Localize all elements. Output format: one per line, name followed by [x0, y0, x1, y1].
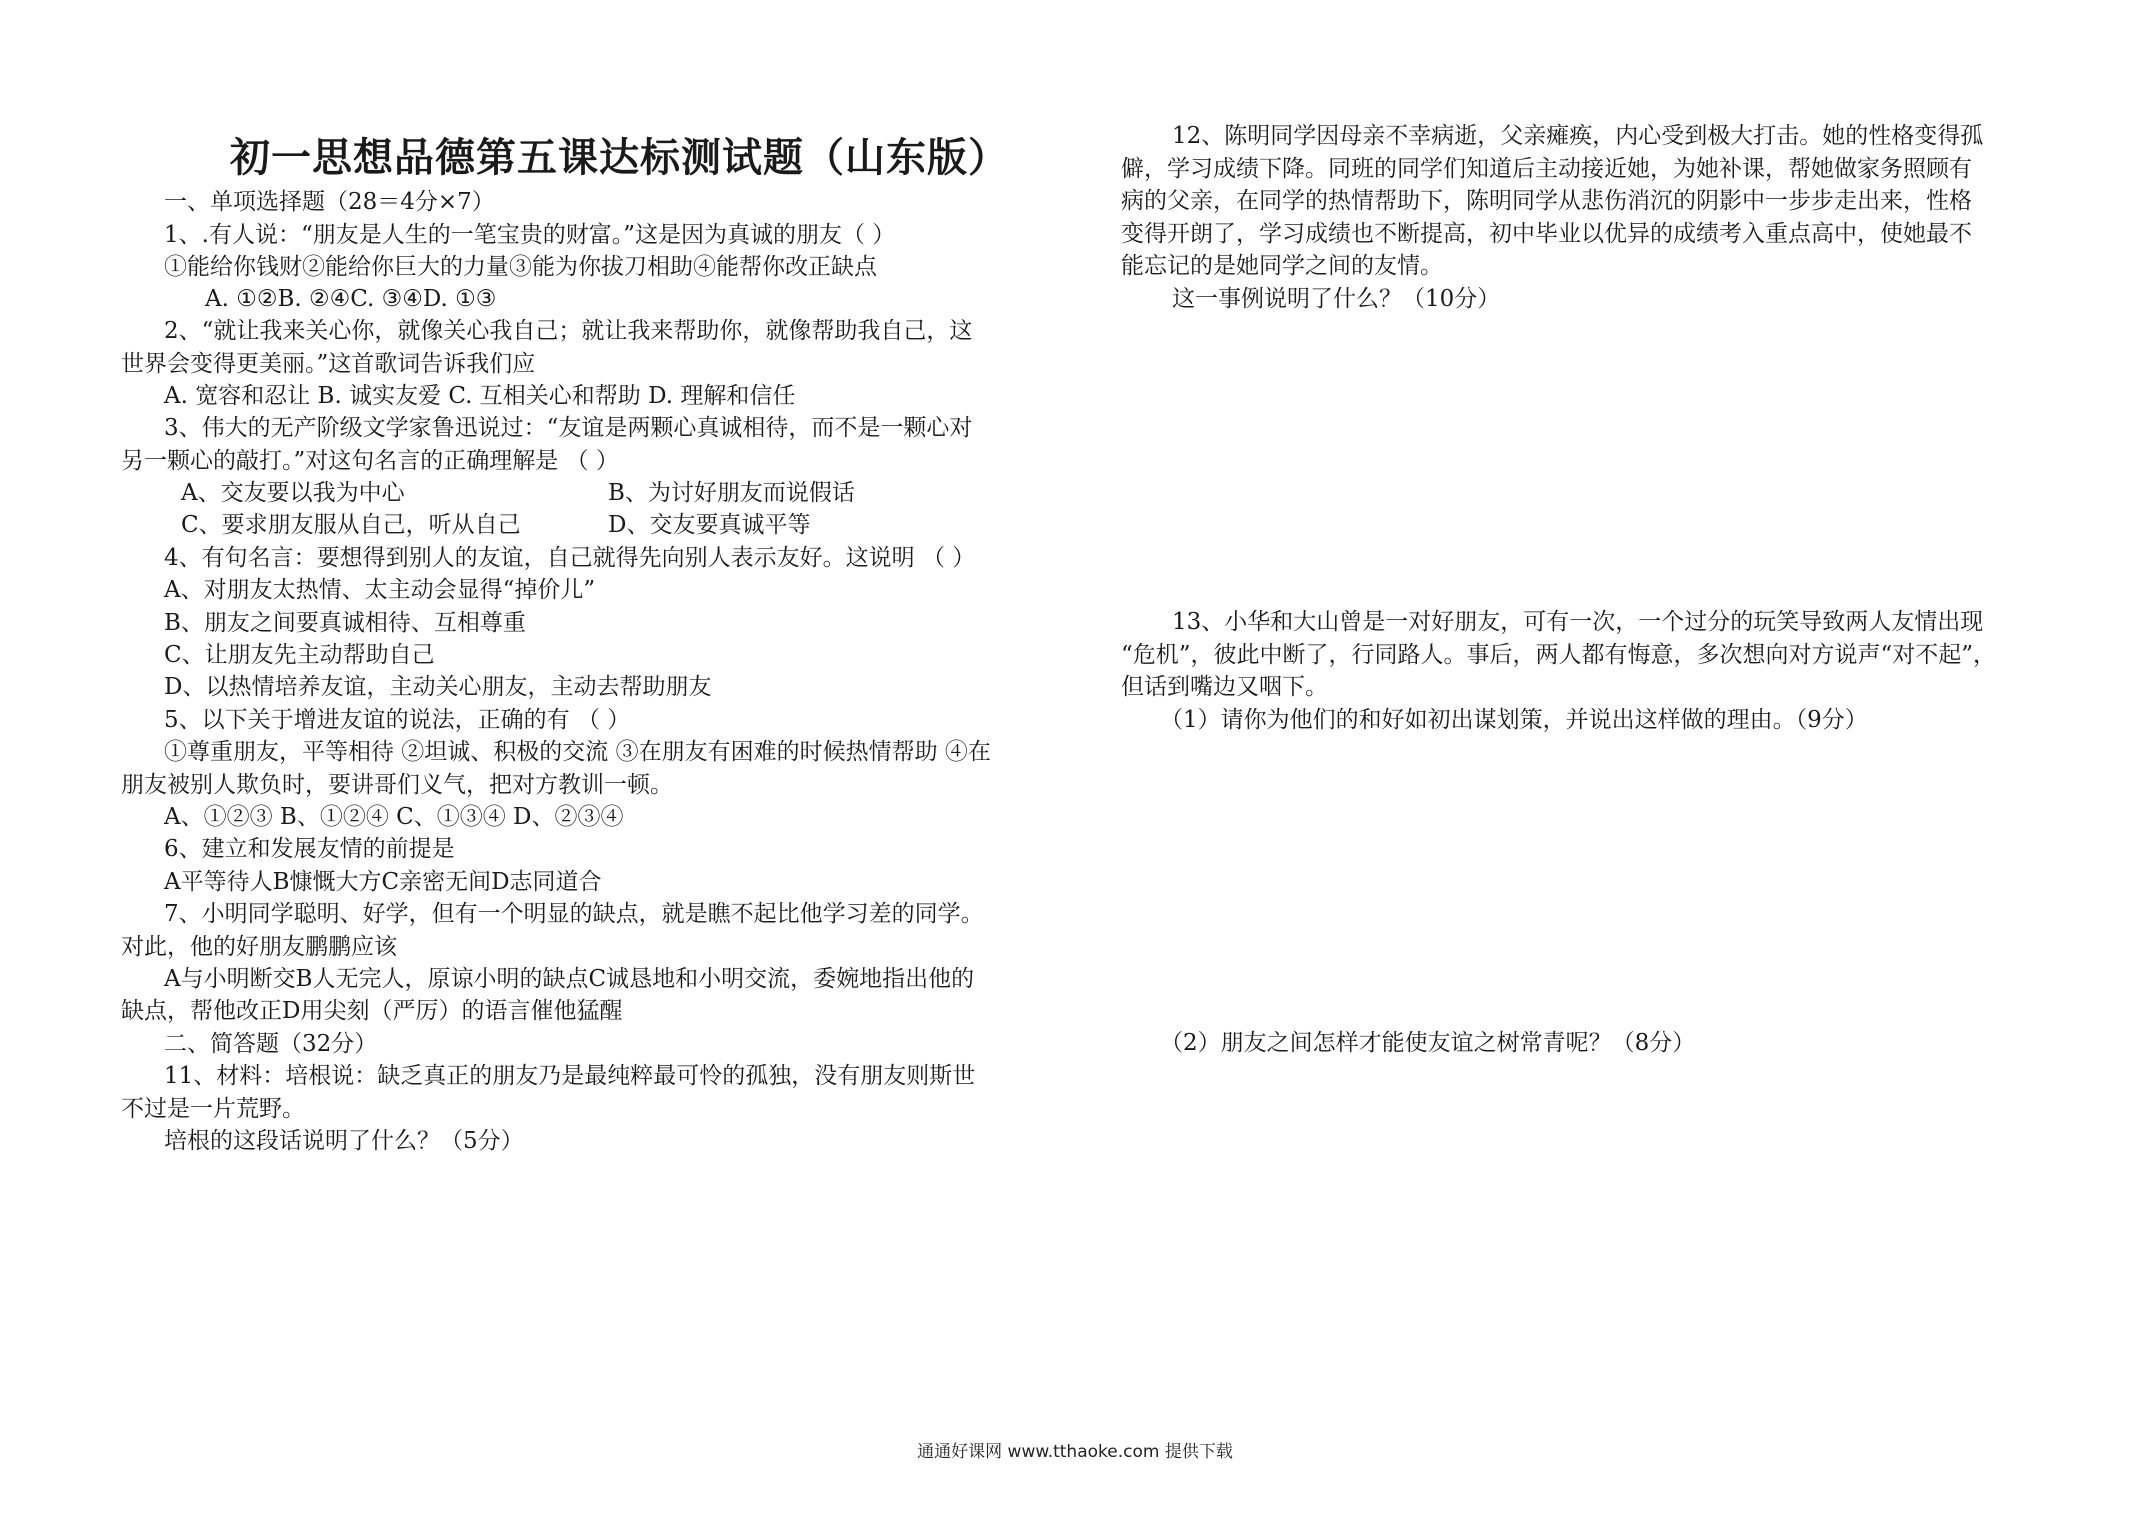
q3-option-c: C、要求朋友服从自己，听从自己 [181, 512, 521, 538]
q12-line5: 能忘记的是她同学之间的友情。 [1121, 253, 1443, 279]
q4-stem: 4、有句名言：要想得到别人的友谊，自己就得先向别人表示友好。这说明 （ ） [164, 545, 976, 571]
q12-line1: 12、陈明同学因母亲不幸病逝，父亲瘫痪，内心受到极大打击。她的性格变得孤 [1172, 123, 1984, 149]
q11-question: 培根的这段话说明了什么？（5分） [164, 1128, 524, 1154]
q13-sub2: （2）朋友之间怎样才能使友谊之树常青呢？（8分） [1160, 1030, 1696, 1056]
q2-stem-line2: 世界会变得更美丽。”这首歌词告诉我们应 [121, 351, 536, 377]
q2-options: A. 宽容和忍让 B. 诚实友爱 C. 互相关心和帮助 D. 理解和信任 [164, 383, 796, 409]
q11-line1: 11、材料：培根说：缺乏真正的朋友乃是最纯粹最可怜的孤独，没有朋友则斯世 [164, 1063, 976, 1089]
q1-stem: 1、.有人说：“朋友是人生的一笔宝贵的财富。”这是因为真诚的朋友（ ） [164, 222, 896, 248]
q12-question: 这一事例说明了什么？（10分） [1172, 286, 1501, 312]
q6-stem: 6、建立和发展友情的前提是 [164, 836, 455, 862]
footer-credit: 通通好课网 www.tthaoke.com 提供下载 [917, 1442, 1233, 1462]
section-heading-choice: 一、单项选择题（28＝4分×7） [164, 189, 495, 215]
q7-stem-line1: 7、小明同学聪明、好学，但有一个明显的缺点，就是瞧不起比他学习差的同学。 [164, 901, 984, 927]
q1-options: A. ①②B. ②④C. ③④D. ①③ [205, 286, 497, 312]
q13-line1: 13、小华和大山曾是一对好朋友，可有一次，一个过分的玩笑导致两人友情出现 [1172, 609, 1984, 635]
q7-options-line1: A与小明断交B人无完人，原谅小明的缺点C诚恳地和小明交流，委婉地指出他的 [164, 966, 975, 992]
exam-title: 初一思想品德第五课达标测试题（山东版） [230, 134, 1009, 181]
q12-line3: 病的父亲，在同学的热情帮助下，陈明同学从悲伤消沉的阴影中一步步走出来，性格 [1121, 188, 1972, 214]
q11-line2: 不过是一片荒野。 [121, 1096, 305, 1122]
q5-stem: 5、以下关于增进友谊的说法，正确的有 （ ） [164, 707, 631, 733]
q4-option-b: B、朋友之间要真诚相待、互相尊重 [164, 610, 526, 636]
q13-line2: “危机”，彼此中断了，行同路人。事后，两人都有悔意，多次想向对方说声“对不起”， [1121, 642, 1997, 668]
q5-items-line1: ①尊重朋友，平等相待 ②坦诚、积极的交流 ③在朋友有困难的时候热情帮助 ④在 [164, 739, 991, 765]
q4-option-c: C、让朋友先主动帮助自己 [164, 642, 435, 668]
q4-option-a: A、对朋友太热情、太主动会显得“掉价儿” [164, 577, 596, 603]
q6-options: A平等待人B慷慨大方C亲密无间D志同道合 [164, 869, 602, 895]
q7-stem-line2: 对此，他的好朋友鹏鹏应该 [121, 934, 397, 960]
q1-items: ①能给你钱财②能给你巨大的力量③能为你拔刀相助④能帮你改正缺点 [164, 254, 877, 280]
q3-stem-line2: 另一颗心的敲打。”对这句名言的正确理解是 （ ） [121, 448, 619, 474]
section-heading-short-answer: 二、简答题（32分） [164, 1031, 378, 1057]
q7-options-line2: 缺点，帮他改正D用尖刻（严厉）的语言催他猛醒 [121, 998, 623, 1024]
q2-stem-line1: 2、“就让我来关心你，就像关心我自己；就让我来帮助你，就像帮助我自己，这 [164, 318, 973, 344]
q3-stem-line1: 3、伟大的无产阶级文学家鲁迅说过：“友谊是两颗心真诚相待，而不是一颗心对 [164, 415, 973, 441]
q3-option-d: D、交友要真诚平等 [608, 512, 811, 538]
q12-line4: 变得开朗了，学习成绩也不断提高，初中毕业以优异的成绩考入重点高中，使她最不 [1121, 221, 1972, 247]
q13-sub1: （1）请你为他们的和好如初出谋划策，并说出这样做的理由。（9分） [1160, 707, 1868, 733]
q4-option-d: D、以热情培养友谊，主动关心朋友，主动去帮助朋友 [164, 674, 712, 700]
q5-options: A、①②③ B、①②④ C、①③④ D、②③④ [164, 804, 624, 830]
q5-items-line2: 朋友被别人欺负时，要讲哥们义气，把对方教训一顿。 [121, 772, 673, 798]
q13-line3: 但话到嘴边又咽下。 [1121, 674, 1328, 700]
q3-option-b: B、为讨好朋友而说假话 [608, 480, 855, 506]
q3-option-a: A、交友要以我为中心 [181, 480, 405, 506]
q12-line2: 僻，学习成绩下降。同班的同学们知道后主动接近她，为她补课，帮她做家务照顾有 [1121, 156, 1972, 182]
